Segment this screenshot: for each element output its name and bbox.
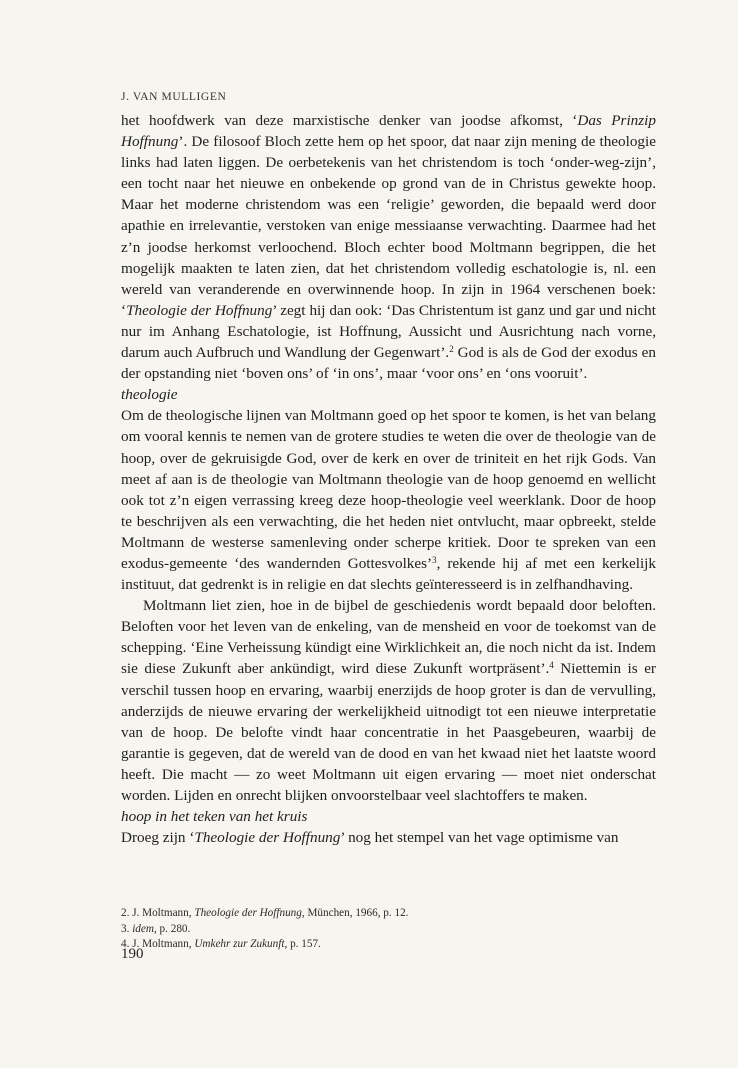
running-head: J. VAN MULLIGEN xyxy=(121,91,227,103)
main-text xyxy=(121,110,656,848)
page-number: 190 xyxy=(121,946,144,962)
paragraph-3: Moltmann liet zien, hoe in de bijbel de geschiedenis wordt bepaald door beloften. Beloften voor het leven van de enkeling, van de mensheid en voor de toekomst van de schepping. ‘Eine Verheissung kündigt eine Wirklichkeit an, die noch nicht da ist. Indem sie diese Zukunft aber ankündigt, wird diese Zukunft wortpräsent’.$^4$ Niettemin is er verschil tussen hoop en ervaring, waarbij enerzijds de hoop groter is dan de vervulling, anderzijds de nieuwe ervaring der werkelijkheid uitnodigt tot een nieuwe interpretatie van de hoop. De belofte vindt haar concentratie in het Paasgebeuren, waarbij de garantie is gegeven, dat de wereld van de dood en van het kwaad niet het laatste woord heeft. Die macht — zo weet Moltmann uit eigen ervaring — moet niet onderschat worden. Lijden en onrecht blijken onvoorstelbaar veel slachtoffers te maken. xyxy=(121,597,656,804)
footnote-ref: 2 xyxy=(449,344,454,355)
footnotes xyxy=(121,906,656,953)
book-title: Theologie der Hoffnung xyxy=(194,829,341,847)
paragraph-4: Droeg zijn ‘Theologie der Hoffnung’ nog het stempel van het vage optimisme van xyxy=(121,829,619,847)
book-title: Das Prinzip Hoffnung xyxy=(121,112,656,151)
footnote: 3. idem, p. 280. xyxy=(121,922,191,935)
book-title: Theologie der Hoffnung xyxy=(126,301,273,319)
section-heading: hoop in het teken van het kruis xyxy=(121,808,308,826)
footnote-ref: 3 xyxy=(432,554,437,565)
paragraph-2: Om de theologische lijnen van Moltmann goed op het spoor te komen, is het van belang om vooral kennis te nemen van de grotere studies te weten die over de theologie van de hoop, over de gekruisigde God, over de kerk en over de triniteit en het rijk Gods. Van meet af aan is de theologie van Moltmann theologie van de hoop genoemd en wellicht ook tot z’n eigen verrassing kreeg deze hoop-theologie veel weerklank. Door de hoop te beschrijven als een verwachting, die het heden niet ontvlucht, maar opbreekt, stelde Moltmann de westerse samenleving onder scherpe kritiek. Door te spreken van een exodus-gemeente ‘des wandernden Gottesvolkes’$^3$, rekende hij af met een kerkelijk instituut, dat gedrenkt is in religie en dat slechts geïnteresseerd is in zelfhandhaving. xyxy=(121,407,656,594)
paragraph-1: het hoofdwerk van deze marxistische denker van joodse afkomst, ‘Das Prinzip Hoffnung’. De filosoof Bloch zette hem op het spoor, dat naar zijn mening de theologie links had laten liggen. De oerbetekenis van het christendom is toch ‘onder-weg-zijn’, een tocht naar het nieuwe en onbekende op grond van de in Christus gewekte hoop. Maar het moderne christendom was een ‘religie’ geworden, die bepaald werd door apathie en irrelevantie, verstoken van enige messiaanse verwachting. Daarmee had het z’n joodse herkomst verloochend. Bloch echter bood Moltmann begrippen, die het mogelijk maakten te laten zien, dat het christendom volledig eschatologie is, nl. een wereld van veranderende en overwinnende hoop. In zijn in 1964 verschenen boek: ‘Theologie der Hoffnung’ zegt hij dan ook: ‘Das Christentum ist ganz und gar und nicht nur im Anhang Eschatologie, ist Hoffnung, Aussicht und Ausrichtung nach vorne, darum auch Aufbruch und Wandlung der Gegenwart’.$^2$ God is als de God der exodus en der opstanding niet ‘boven ons’ of ‘in ons’, maar ‘voor ons’ en ‘ons vooruit’. xyxy=(121,112,656,383)
section-heading: theologie xyxy=(121,386,178,404)
footnote: 2. J. Moltmann, Theologie der Hoffnung, München, 1966, p. 12. xyxy=(121,907,409,919)
footnote-ref: 4 xyxy=(549,660,554,671)
footnote: 4. J. Moltmann, Umkehr zur Zukunft, p. 157. xyxy=(121,938,321,951)
